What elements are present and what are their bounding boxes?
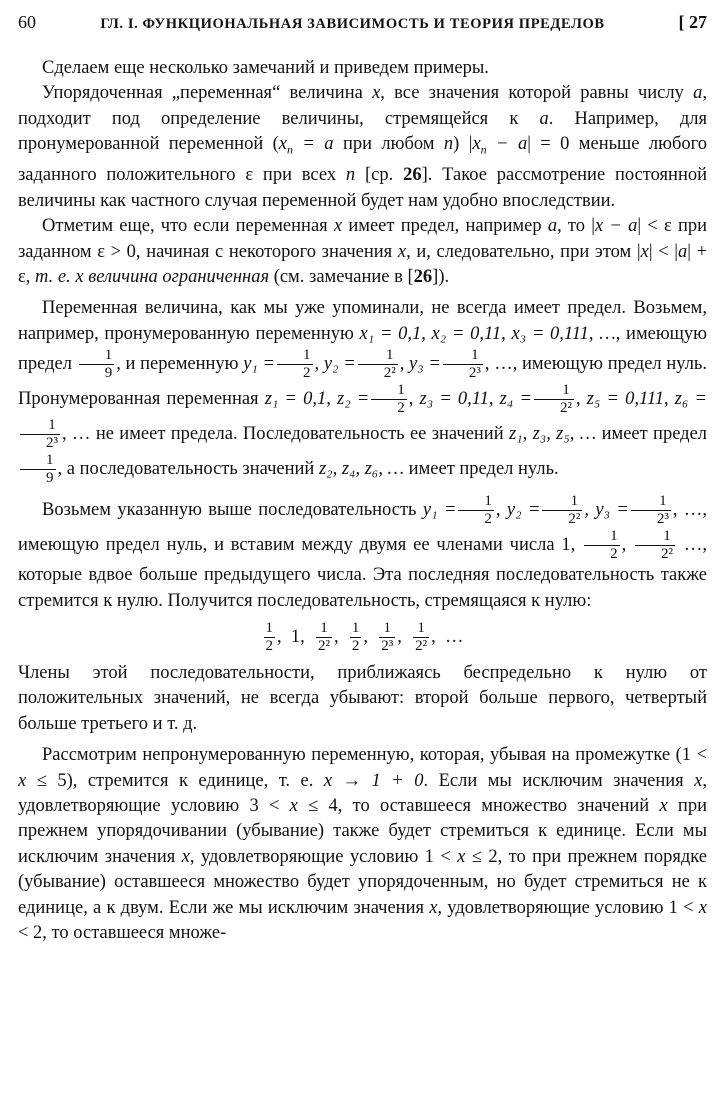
section-number: [ 27 <box>678 12 707 32</box>
page-number: 60 <box>18 12 36 32</box>
paragraph-4: Переменная величина, как мы уже упоминали, не всегда имеет предел. Возьмем, например, пронумерованную переменную x₁ = 0,1, x₂ = 0,11, x₃ = 0,111, …, имеющую предел $\frac{1}{9}$ , и переменную y₁ = $\frac{1}{2}$ , y₂ = $\frac{1}{\text{2²}}$ , y₃ = $\frac{1}{\text{2³}}$ , …, имеющую предел нуль. Пронумерованная переменная z₁ = 0,1, z₂ = $\frac{1}{2}$ , z₃ = 0,11, z₄ = $\frac{1}{\text{2²}}$ , z₅ = 0,111, z₆ = $\frac{1}{\text{2³}}$ , … не имеет предела. Последовательность ее значений z₁, z₃, z₅, … имеет предел $\frac{1}{9}$ , а последовательность значений z₂, z₄, z₆, … имеет предел нуль. <box>18 298 708 487</box>
paragraph-6: Члены этой последовательности, приближаясь беспредельно к нулю от положительных значений, не всегда убывают: второй больше первого, четвертый больше третьего и т. д. <box>18 662 707 734</box>
paragraph-2: Упорядоченная „переменная“ величина x, все значения которой равны числу a, подходит под определение величины, стремящейся к a. Например, для пронумерованной переменной ($x_n = a$ при любом n) $|x_n - a| = 0$ меньше любого заданного положительного ε при всех n [ср. 26]. Такое рассмотрение постоянной величины как частного случая переменной будет нам удобно впоследствии. <box>18 83 708 211</box>
paragraph-3: Отметим еще, что если переменная x имеет предел, например a, то |x − a| < ε при заданном ε > 0, начиная с некоторого значения x, и, следовательно, при этом |x| < |a| + ε, т. е. x величина ограниченная (см. замечание в [26]). <box>18 216 708 287</box>
paragraph-1: Сделаем еще несколько замечаний и приведем примеры. <box>42 58 489 78</box>
paragraph-5: Возьмем указанную выше последовательность y₁ = $\frac{1}{2}$ , y₂ = $\frac{1}{\text{2²}}$ , y₃ = $\frac{1}{\text{2³}}$ , …, имеющую предел нуль, и вставим между двумя ее членами числа 1, $\frac{1}{2}$ , $\frac{1}{\text{2²}}$ …, которые вдвое больше предыдущего числа. Эта последняя последовательность также стремится к нулю. Получится последовательность, стремящаяся к нулю: <box>18 493 708 611</box>
page-header <box>18 10 707 36</box>
fraction-1-9: $\frac{1}{9}$ <box>79 347 115 382</box>
running-title: ГЛ. I. ФУНКЦИОНАЛЬНАЯ ЗАВИСИМОСТЬ И ТЕОРИЯ ПРЕДЕЛОВ <box>100 16 605 32</box>
display-sequence: $\frac{1}{2}$ , 1, $\frac{1}{\text{2²}}$ , $\frac{1}{2}$ , $\frac{1}{\text{2³}}$ , $\frac{1}{\text{2²}}$ , … <box>265 619 464 654</box>
paragraph-7: Рассмотрим непронумерованную переменную, которая, убывая на промежутке (1 < x ≤ 5), стремится к единице, т. е. x → 1 + 0. Если мы исключим значения x, удовлетворяющие условию 3 < x ≤ 4, то оставшееся множество значений x при прежнем упорядочивании (убывание) также будет стремиться к единице. Если мы исключим значения x, удовлетворяющие условию 1 < x ≤ 2, то при прежнем порядке (убывание) оставшееся множество будет упорядоченным, но будет стремиться не к единице, а к двум. Если же мы исключим значения x, удовлетворяющие условию 1 < x < 2, то оставшееся множе- <box>18 745 707 944</box>
